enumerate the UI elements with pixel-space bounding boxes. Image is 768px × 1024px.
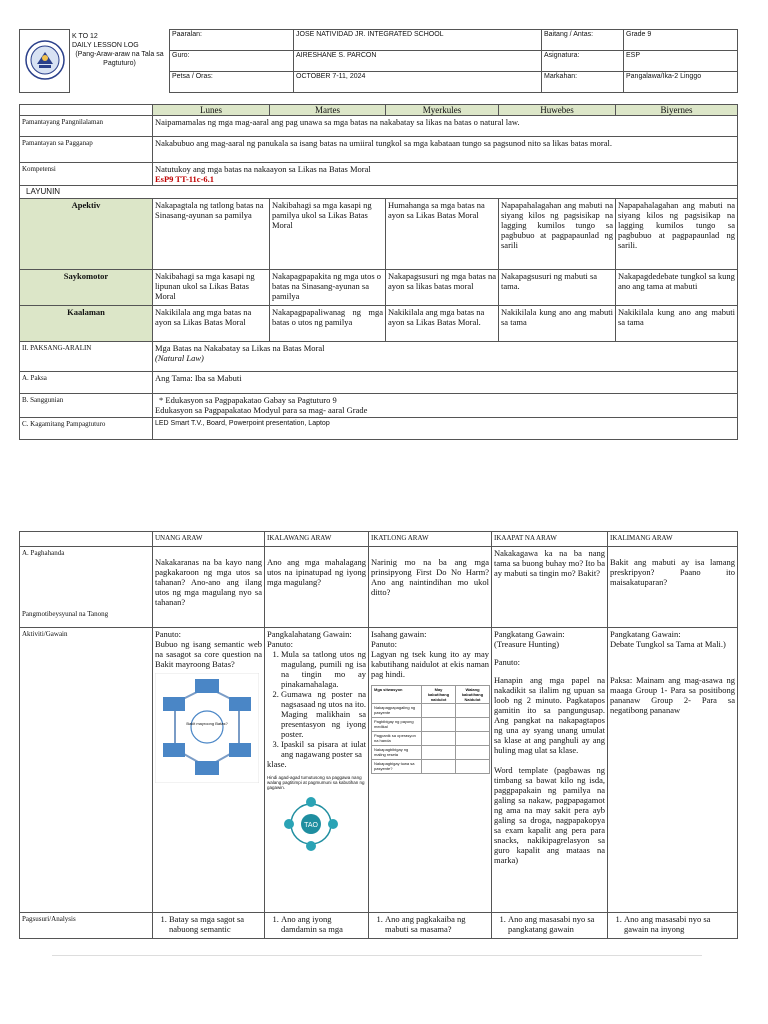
word-template: Word template (pagbawas ng timbang sa bawat kilo ng isda, paggpapakain ng pamilya na galing sa nakaw, pagpapagamot ng ama na may sakit pera ayb galing sa droga, nagpapakopya sa exam kapalit ang pera para snacks, nakikipagrelasyon sa guro kapalit ang mataas na marka) xyxy=(494,765,605,865)
deped-seal-cell xyxy=(20,30,70,93)
grade-label: Baitang / Antas: xyxy=(542,30,624,51)
objective-cell: Nakapagsusuri ng mabuti sa tama. xyxy=(499,270,616,306)
reference-line: Edukasyon sa Pagpapakatao Modyul para sa mag- aaral Grade xyxy=(155,405,368,415)
row-label: Saykomotor xyxy=(20,270,153,306)
motivation-cell: Nakakaranas na ba kayo nang pagkakaroon ng mga utos sa tahanan? Ano-ano ang ilang utos ng mga magulang nyo sa tahanan? xyxy=(153,547,265,628)
instruction-title: Isahang gawain: xyxy=(371,629,427,639)
checklist-row: Pagbibigay ng payong medikal xyxy=(372,718,422,732)
row-label: Pamantayang Pangnilalaman xyxy=(20,116,153,137)
page-footer-rule xyxy=(52,955,702,956)
tao-center-label: TAO xyxy=(304,822,318,829)
subject-matter: Mga Batas na Nakabatay sa Likas na Batas Moral xyxy=(155,343,325,353)
row-label: Pagsusuri/Analysis xyxy=(20,913,153,939)
checklist-head: May kabutihang naidulot xyxy=(422,686,456,704)
grade-value: Grade 9 xyxy=(624,30,738,51)
motivation-cell: Narinig mo na ba ang mga prinsipyong First Do No Harm? Ano ang naintindihan mo ukol ditto? xyxy=(369,547,492,628)
semantic-web-diagram xyxy=(155,673,259,783)
analysis-item: 1. Ano ang iyong damdamin sa mga xyxy=(281,914,366,934)
motivation-cell: Bakit ang mabuti ay isa lamang preskripyon? Paano ito maisakatuparan? xyxy=(608,547,738,628)
analysis-item: 1. Ano ang masasabi nyo sa pangkatang gawain xyxy=(508,914,605,934)
diagram-note: Hindi agad-agad tumutusong sa paggawa nang walang pagtitimpi at pagmumuni sa kabutihan ng gagawin. xyxy=(267,775,365,790)
web-node xyxy=(163,743,185,757)
daily-procedure-table xyxy=(19,531,738,939)
instruction-title: Pangkatang Gawain: xyxy=(610,629,681,639)
day-header-row xyxy=(20,532,738,547)
row-label: B. Sanggunian xyxy=(20,394,153,418)
row-label: Kaalaman xyxy=(20,306,153,342)
competency-text: Natutukoy ang mga batas na nakaayon sa Likas na Batas Moral xyxy=(155,164,371,174)
web-node xyxy=(163,697,185,711)
weekly-objectives-table xyxy=(19,104,738,440)
analysis-cell xyxy=(153,913,265,939)
teacher-label: Guro: xyxy=(170,51,294,72)
day-header: Martes xyxy=(270,105,386,116)
day-header: UNANG ARAW xyxy=(153,532,265,547)
checklist-row: Nakapagpapagaling ng pasyente xyxy=(372,704,422,718)
analysis-item: 1. Ano ang pagkakaiba ng mabuti sa masama? xyxy=(385,914,489,934)
checklist-table xyxy=(371,685,490,774)
objective-cell: Humahanga sa mga batas na ayon sa Likas Batas Moral xyxy=(386,199,499,270)
web-node xyxy=(195,761,219,775)
date-value: OCTOBER 7-11, 2024 xyxy=(294,72,542,93)
instruction-panuto: Panuto: xyxy=(267,639,293,649)
row-label: Apektiv xyxy=(20,199,153,270)
instruction-title: Pangkatang Gawain: xyxy=(494,629,565,639)
subject-label: Asignatura: xyxy=(542,51,624,72)
objectives-heading: LAYUNIN xyxy=(20,186,738,199)
objective-cell: Nakikilala kung ano ang mabuti sa tama xyxy=(499,306,616,342)
subject-matter-sub: (Natural Law) xyxy=(155,353,204,363)
performance-standard: Nakabubuo ang mag-aaral ng panukala sa isang batas na umiiral tungkol sa mga kabataan tungo sa pagsunod nito sa likas batas moral. xyxy=(153,137,738,163)
references-cell xyxy=(153,394,738,418)
objective-cell: Napapahalagahan ang mabuti na siyang kilos ng pagsisikap na lagging kumilos tungo sa pagbubuo at pagpapaunlad ng sarili xyxy=(499,199,616,270)
objective-cell: Nakikilala ang mga batas na ayon sa Likas Batas Moral. xyxy=(386,306,499,342)
activity-day2 xyxy=(265,628,369,913)
instruction-text: Lagyan ng tsek kung ito ay may kabutihang naidulot at ekis naman pag hindi. xyxy=(371,649,489,679)
objective-cell: Nakikilala kung ano ang mabuti sa tama xyxy=(616,306,738,342)
materials: LED Smart T.V., Board, Powerpoint presentation, Laptop xyxy=(153,418,738,440)
row-label: Kompetensi xyxy=(20,163,153,186)
checklist-row: Nakapagbibigay ng maling reseta xyxy=(372,746,422,760)
day-header: IKALAWANG ARAW xyxy=(265,532,369,547)
school-label: Paaralan: xyxy=(170,30,294,51)
row-label: A. Paghahanda xyxy=(22,549,65,557)
topic: Ang Tama: Iba sa Mabuti xyxy=(153,372,738,394)
tao-diagram xyxy=(281,794,341,854)
row-label: A. Paksa xyxy=(20,372,153,394)
objective-cell: Napapahalagahan ang mabuti na siyang kilos ng pagsisikap na lagging kumilos tungo sa pagbubuo at pagpapaunlad ng sarili. xyxy=(616,199,738,270)
reference-line: * Edukasyon sa Pagpapakatao Gabay sa Pagtuturo 9 xyxy=(159,395,337,405)
competency-code: EsP9 TT-11c-6.1 xyxy=(155,174,215,184)
instruction-text: Bubuo ng isang semantic web na sasagot sa core question na Bakit mayroong Batas? xyxy=(155,639,262,669)
header-table xyxy=(19,29,738,93)
checklist-head: Mga sitwasyon xyxy=(372,686,422,704)
school-value: JOSE NATIVIDAD JR. INTEGRATED SCHOOL xyxy=(294,30,542,51)
objective-cell: Nakapagsusuri ng mga batas na ayon sa likas batas moral xyxy=(386,270,499,306)
web-node xyxy=(229,743,251,757)
instruction-item: 1. Mula sa tatlong utos ng magulang, pumili ng isa na tingin mo ay pinakamahalaga. xyxy=(281,649,366,689)
analysis-item: 1. Batay sa mga sagot sa nabuong semantic xyxy=(169,914,262,934)
instruction-item: 3. Ipaskil sa pisara at iulat ang nagawang poster sa xyxy=(281,739,366,759)
day-header: IKAAPAT NA ARAW xyxy=(492,532,608,547)
quarter-value: Pangalawa/Ika-2 Linggo xyxy=(624,72,738,93)
deped-seal-icon xyxy=(25,40,65,80)
quarter-label: Markahan: xyxy=(542,72,624,93)
analysis-cell xyxy=(608,913,738,939)
competency-cell xyxy=(153,163,738,186)
instruction-panuto: Panuto: xyxy=(494,657,520,667)
objective-cell: Nakapagdedebate tungkol sa kung ano ang tama at mabuti xyxy=(616,270,738,306)
objective-cell: Nakapagpapakita ng mga utos o batas na Sinasang-ayunan sa pamilya xyxy=(270,270,386,306)
row-label: Aktiviti/Gawain xyxy=(20,628,153,913)
instruction-text: Paksa: Mainam ang mag-asawa ng maaga Group 1- Para sa positibong pananaw Group 2- Para sa negatibong pananaw xyxy=(610,675,735,715)
web-node xyxy=(229,697,251,711)
instruction-panuto: Panuto: xyxy=(371,639,397,649)
k12-label: K TO 12 xyxy=(72,32,98,40)
objective-cell: Nakikilala ang mga batas na ayon sa Likas Batas Moral xyxy=(153,306,270,342)
web-node xyxy=(195,679,219,693)
objective-cell: Nakapagtala ng tatlong batas na Sinasang-ayunan sa pamilya xyxy=(153,199,270,270)
date-label: Petsa / Oras: xyxy=(170,72,294,93)
teacher-value: AIRESHANE S. PARCON xyxy=(294,51,542,72)
content-standard: Naipamamalas ng mga mag-aaral ang pag unawa sa mga batas na nakabatay sa likas na batas o natural law. xyxy=(153,116,738,137)
instruction-title: Panuto: xyxy=(155,629,181,639)
row-label: Pamantayan sa Pagganap xyxy=(20,137,153,163)
instruction-text: Hanapin ang mga papel na nakadikit sa ilalim ng upuan sa loob ng 2 minuto. Pagkatapos gamitin ito sa pangungusap. Ang pangkat na nakapagtapos ng una ay syang unang umulat sa klase at ang panghuli ay ang huling mag ulat sa klase. xyxy=(494,675,605,755)
day-header: Biyernes xyxy=(616,105,738,116)
day-header: IKATLONG ARAW xyxy=(369,532,492,547)
objective-cell: Nakibahagi sa mga kasapi ng lipunan ukol sa Likas Batas Moral xyxy=(153,270,270,306)
day-header-row xyxy=(20,105,738,116)
instruction-list xyxy=(267,649,366,759)
activity-day1 xyxy=(153,628,265,913)
activity-day5 xyxy=(608,628,738,913)
objective-cell: Nakibahagi sa mga kasapi ng pamilya ukol sa Likas Batas Moral xyxy=(270,199,386,270)
analysis-cell xyxy=(369,913,492,939)
day-header: Lunes xyxy=(153,105,270,116)
motivation-cell: Ano ang mga mahalagang utos na ipinatupad ng iyong mga magulang? xyxy=(265,547,369,628)
checklist-row: Pagpanik sa operasyon na handa xyxy=(372,732,422,746)
dll-label: DAILY LESSON LOG xyxy=(72,41,139,49)
checklist-row: Nakapagbigay tuwa sa pasyente? xyxy=(372,760,422,774)
activity-day3 xyxy=(369,628,492,913)
checklist-head: Walang kabutihang Naidulot xyxy=(456,686,490,704)
instruction-sub: Debate Tungkol sa Tama at Mali.) xyxy=(610,639,726,649)
instruction-tail: klase. xyxy=(267,759,287,769)
activity-day4 xyxy=(492,628,608,913)
row-sublabel: Pangmotibeysyunal na Tanong xyxy=(22,610,109,618)
instruction-item: 2. Gumawa ng poster na nagsasaad ng utos na ito. Maging malikhain sa presentasyon ng iyong poster. xyxy=(281,689,366,739)
analysis-cell xyxy=(492,913,608,939)
motivation-cell: Nakakagawa ka na ba nang tama sa buong buhay mo? Ito ba ay mabuti sa tingin mo? Bakit? xyxy=(492,547,608,628)
row-label: II. PAKSANG-ARALIN xyxy=(20,342,153,372)
preparation-label-cell xyxy=(20,547,153,628)
day-header: IKALIMANG ARAW xyxy=(608,532,738,547)
row-label: C. Kagamitang Pampagtuturo xyxy=(20,418,153,440)
analysis-cell xyxy=(265,913,369,939)
instruction-title: Pangkalahatang Gawain: xyxy=(267,629,352,639)
subject-matter-cell xyxy=(153,342,738,372)
analysis-item: 1. Ano ang masasabi nyo sa gawain na inyong xyxy=(624,914,735,934)
objective-cell: Nakapagpapaliwanag ng mga batas o utos ng pamilya xyxy=(270,306,386,342)
instruction-sub: (Treasure Hunting) xyxy=(494,639,560,649)
dll-title-cell xyxy=(70,30,170,93)
day-header: Myerkules xyxy=(386,105,499,116)
day-header: Huwebes xyxy=(499,105,616,116)
dll-subtitle: (Pang-Araw-araw na Tala sa Pagtuturo) xyxy=(75,50,164,67)
subject-value: ESP xyxy=(624,51,738,72)
